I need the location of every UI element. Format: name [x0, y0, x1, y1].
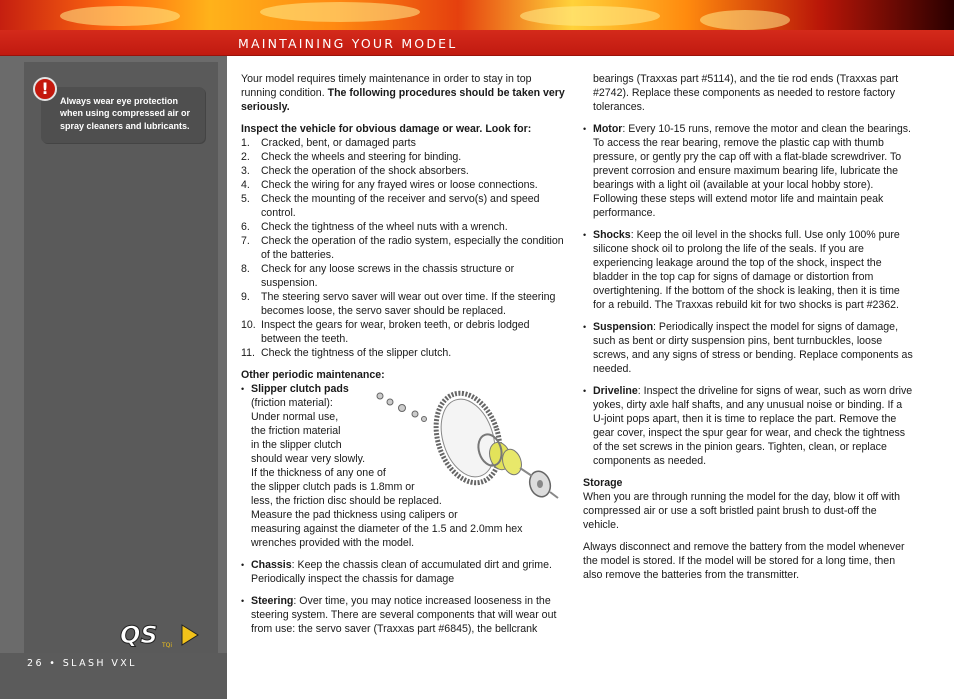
checklist-item [241, 290, 566, 318]
steering-continued [583, 72, 913, 114]
steering-text: : Over time, you may notice increased looseness in the steering system. There are several components that will wear out from use: the servo saver (Traxxas part #6845), the bellcrank [251, 595, 557, 635]
list-item-slipper: • Slipper clutch pads (friction material): Under normal use, the friction material in the slipper clutch should wear very slowly. If the thickness of any one of the slipper clutch pads is 1.8mm or less, the friction disc should be replaced. Measure the pad thickness using calipers or measuring against the diameter of the 1.5 and 2.0mm hex wrenches provided with the model. [241, 383, 523, 549]
checklist-number: 11. [241, 347, 255, 359]
driveline-text: : Inspect the driveline for signs of wear, such as worn drive yokes, dirty axle half shafts, and any unusual noise or binding. If a U-joint pops apart, then it is time to replace the part. Remove the gear cover, inspect the spur gear for wear, and check the tightness of the set screws in the pinion gears. Tighten, clean, or replace components as needed. [593, 385, 913, 467]
list-item-motor: • Motor: Every 10-15 runs, remove the motor and clean the bearings. To access the rear bearing, remove the plastic cap with thumb pressure, or gently pry the cap off with a flat-blade screwdriver. To prevent corrosion and ensure maximum bearing life, lubricate the bearings with a light oil (available at your local hobby store). Following these steps will extend motor life and maintain peak performance. [583, 123, 911, 219]
suspension-label: Suspension [593, 321, 654, 333]
checklist-number: 2. [241, 151, 250, 163]
inspection-checklist [241, 136, 566, 360]
checklist-item [241, 150, 566, 164]
slipper-line: (friction material): [251, 397, 333, 409]
checklist-number: 7. [241, 235, 250, 247]
checklist-text: Check the wiring for any frayed wires or loose connections. [261, 179, 538, 191]
checklist-text: Cracked, bent, or damaged parts [261, 137, 416, 149]
slipper-line: should wear very slowly. [251, 453, 366, 465]
intro-paragraph [241, 72, 566, 114]
checklist-item [241, 164, 566, 178]
list-item-shocks: • Shocks: Keep the oil level in the shocks full. Use only 100% pure silicone shock oil to prolong the life of the seals. If you are experiencing leakage around the top of the shock, inspect the bladder in the top cap for signs of damage or distortion from overtightening. If the bottom of the shock is leaking, then it is time for a rebuild. The Traxxas rebuild kit for two shocks is part #2362. [583, 229, 900, 311]
column-left [241, 72, 566, 636]
storage-text: When you are through running the model for the day, blow it off with compressed air or use a soft bristled paint brush to dust-off the vehicle. [583, 491, 901, 531]
list-item-chassis: • Chassis: Keep the chassis clean of accumulated dirt and grime. Periodically inspect the chassis for damage [241, 559, 552, 585]
logo-arrow-icon [182, 625, 198, 645]
exclamation-icon: ! [33, 77, 57, 101]
checklist-number: 1. [241, 137, 250, 149]
shocks-text: : Keep the oil level in the shocks full. Use only 100% pure silicone shock oil to prolong the life of the seals. If you are experiencing leakage around the top of the shock, inspect the bladder in the top cap for signs of damage or distortion from overtightening. If the bottom of the shock is leaking, then it is time for a rebuild. The Traxxas rebuild kit for two shocks is part #2362. [593, 229, 900, 311]
checklist-text: Check for any loose screws in the chassis structure or suspension. [261, 263, 515, 289]
checklist-text: Inspect the gears for wear, broken teeth, or debris lodged between the teeth. [261, 319, 530, 345]
slipper-label: Slipper clutch pads [251, 383, 349, 395]
checklist-item [241, 192, 566, 220]
slipper-line: the slipper clutch pads is 1.8mm or [251, 481, 415, 493]
slipper-clutch-illustration [360, 388, 560, 510]
slipper-line: the friction material [251, 425, 341, 437]
list-item-steering: • Steering: Over time, you may notice increased looseness in the steering system. There are several components that will wear out from use: the servo saver (Traxxas part #6845), the bellcrank [241, 595, 557, 635]
checklist-text: The steering servo saver will wear out over time. If the steering becomes loose, the servo saver should be replaced. [261, 291, 556, 317]
checklist-number: 4. [241, 179, 250, 191]
column-right [583, 72, 913, 582]
flame-banner [0, 0, 954, 30]
checklist-text: Check the mounting of the receiver and servo(s) and speed control. [261, 193, 540, 219]
checklist-text: Check the tightness of the wheel nuts with a wrench. [261, 221, 508, 233]
slipper-line: less, the friction disc should be replaced. [251, 495, 442, 507]
steering-cont-text: bearings (Traxxas part #5114), and the tie rod ends (Traxxas part #2742). Replace these components as needed to restore factory tolerances. [593, 73, 899, 113]
battery-text: Always disconnect and remove the battery from the model whenever the model is stored. If the model will be stored for a long time, then also remove the batteries from the transmitter. [583, 541, 905, 581]
checklist-text: Check the operation of the radio system, especially the condition of the batteries. [261, 235, 564, 261]
qs-logo [118, 621, 200, 649]
slipper-line: measuring against the diameter of the 1.5 and 2.0mm hex wrenches provided with the model. [251, 523, 523, 549]
logo-sub: TQi [162, 642, 173, 649]
logo-text: QS [120, 621, 158, 649]
intro-text: Your model requires timely maintenance in order to stay in top running condition. [241, 73, 532, 99]
chassis-label: Chassis [251, 559, 292, 571]
list-item-suspension: • Suspension: Periodically inspect the model for signs of damage, such as bent or dirty suspension pins, bent turnbuckles, loose screws, and any signs of stress or bending. Replace components as needed. [583, 321, 913, 375]
checklist-item [241, 178, 566, 192]
checklist-item [241, 234, 566, 262]
suspension-text: : Periodically inspect the model for signs of damage, such as bent or dirty suspension pins, bent turnbuckles, loose screws, and any signs of stress or bending. Replace components as needed. [593, 321, 913, 375]
list-item-driveline: • Driveline: Inspect the driveline for signs of wear, such as worn drive yokes, dirty axle half shafts, and any unusual noise or binding. If a U-joint pops apart, then it is time to replace the part. Remove the gear cover, inspect the spur gear for wear, and check the tightness of the set screws in the pinion gears. Tighten, clean, or replace components as needed. [583, 385, 913, 467]
motor-label: Motor [593, 123, 623, 135]
checklist-item [241, 136, 566, 150]
warning-text: Always wear eye protection when using compressed air or spray cleaners and lubricants. [60, 96, 191, 131]
storage-heading: Storage [583, 477, 623, 489]
checklist-number: 10. [241, 319, 256, 331]
checklist-item [241, 346, 566, 360]
checklist-number: 5. [241, 193, 250, 205]
chassis-text: : Keep the chassis clean of accumulated dirt and grime. Periodically inspect the chassis for damage [251, 559, 552, 585]
checklist-item [241, 262, 566, 290]
checklist-number: 3. [241, 165, 250, 177]
slipper-line: in the slipper clutch [251, 439, 342, 451]
slipper-line: Measure the pad thickness using calipers or [251, 509, 458, 521]
steering-label: Steering [251, 595, 294, 607]
page-footer: 26 • SLASH VXL [27, 658, 137, 669]
periodic-heading: Other periodic maintenance: [241, 369, 385, 381]
inspect-heading: Inspect the vehicle for obvious damage or wear. Look for: [241, 123, 532, 135]
checklist-text: Check the tightness of the slipper clutch. [261, 347, 452, 359]
slipper-line: If the thickness of any one of [251, 467, 386, 479]
sidebar [0, 56, 227, 699]
driveline-label: Driveline [593, 385, 638, 397]
checklist-text: Check the operation of the shock absorbers. [261, 165, 469, 177]
checklist-number: 6. [241, 221, 250, 233]
shocks-label: Shocks [593, 229, 631, 241]
motor-text: : Every 10-15 runs, remove the motor and clean the bearings. To access the rear bearing, remove the plastic cap with thumb pressure, or gently pry the cap off with a flat-blade screwdriver. To prevent corrosion and ensure maximum bearing life, lubricate the bearings with a light oil (available at your local hobby store). Following these steps will extend motor life and maintain peak performance. [593, 123, 911, 219]
intro-emphasis: The following procedures should be taken very seriously. [241, 87, 565, 113]
sidebar-panel [24, 62, 218, 666]
checklist-number: 8. [241, 263, 250, 275]
checklist-item [241, 220, 566, 234]
checklist-number: 9. [241, 291, 250, 303]
checklist-text: Check the wheels and steering for binding. [261, 151, 462, 163]
section-title-bar [0, 30, 954, 56]
slipper-line: Under normal use, [251, 411, 339, 423]
checklist-item [241, 318, 566, 346]
section-title: MAINTAINING YOUR MODEL [238, 36, 458, 51]
